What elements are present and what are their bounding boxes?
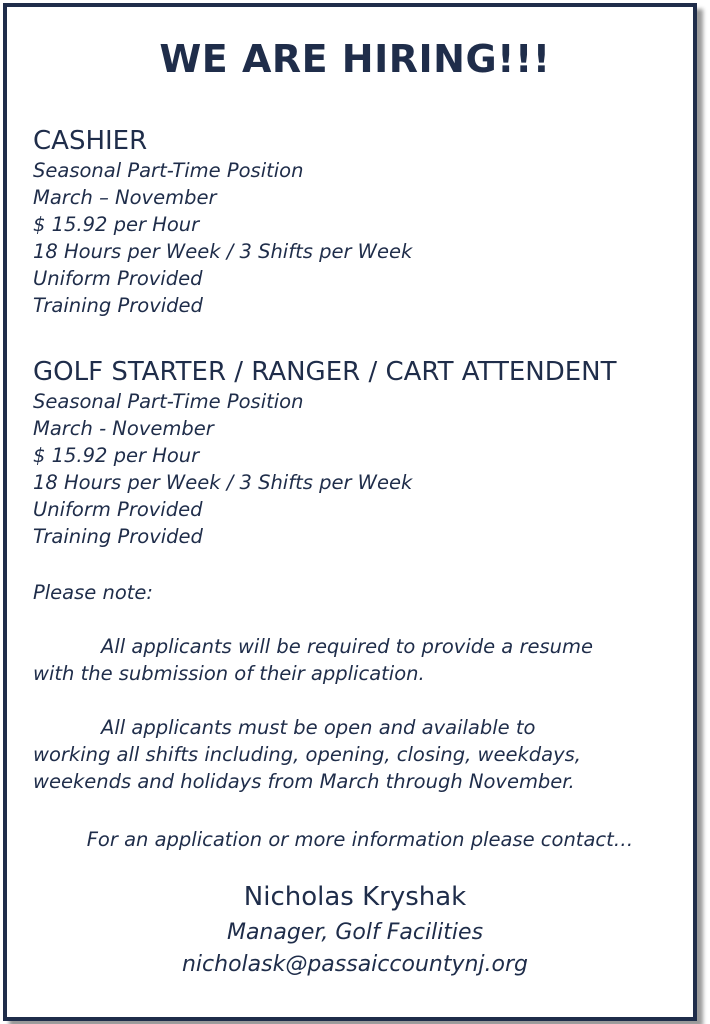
position-details	[33, 388, 673, 550]
detail-item: March - November	[33, 417, 214, 440]
detail-item: $ 15.92 per Hour	[33, 444, 200, 467]
contact-name: Nicholas Kryshak	[243, 882, 467, 912]
position-golf-starter	[33, 356, 673, 550]
position-title: GOLF STARTER / RANGER / CART ATTENDENT	[33, 357, 617, 387]
contact-role: Manager, Golf Facilities	[226, 920, 484, 945]
contact-prompt: For an application or more information please contact…	[86, 828, 634, 851]
detail-item: Uniform Provided	[33, 498, 203, 521]
note-availability: All applicants must be open and available to working all shifts including, opening, closing, weekdays, weekends and holidays from March through November.	[33, 716, 581, 793]
detail-item: Seasonal Part-Time Position	[33, 390, 304, 413]
detail-item: 18 Hours per Week / 3 Shifts per Week	[33, 471, 413, 494]
detail-item: Training Provided	[33, 294, 203, 317]
note-resume: All applicants will be required to provide a resume with the submission of their application.	[33, 635, 593, 685]
position-title: CASHIER	[33, 126, 148, 156]
position-details	[33, 157, 673, 319]
detail-item: $ 15.92 per Hour	[33, 213, 200, 236]
position-cashier	[33, 125, 673, 319]
page-title: WE ARE HIRING!!!	[159, 37, 551, 81]
detail-item: Seasonal Part-Time Position	[33, 159, 304, 182]
detail-item: 18 Hours per Week / 3 Shifts per Week	[33, 240, 413, 263]
detail-item: March – November	[33, 186, 217, 209]
detail-item: Training Provided	[33, 525, 203, 548]
note-label: Please note:	[33, 581, 153, 604]
contact-email[interactable]: nicholask@passaiccountynj.org	[181, 952, 529, 977]
detail-item: Uniform Provided	[33, 267, 203, 290]
